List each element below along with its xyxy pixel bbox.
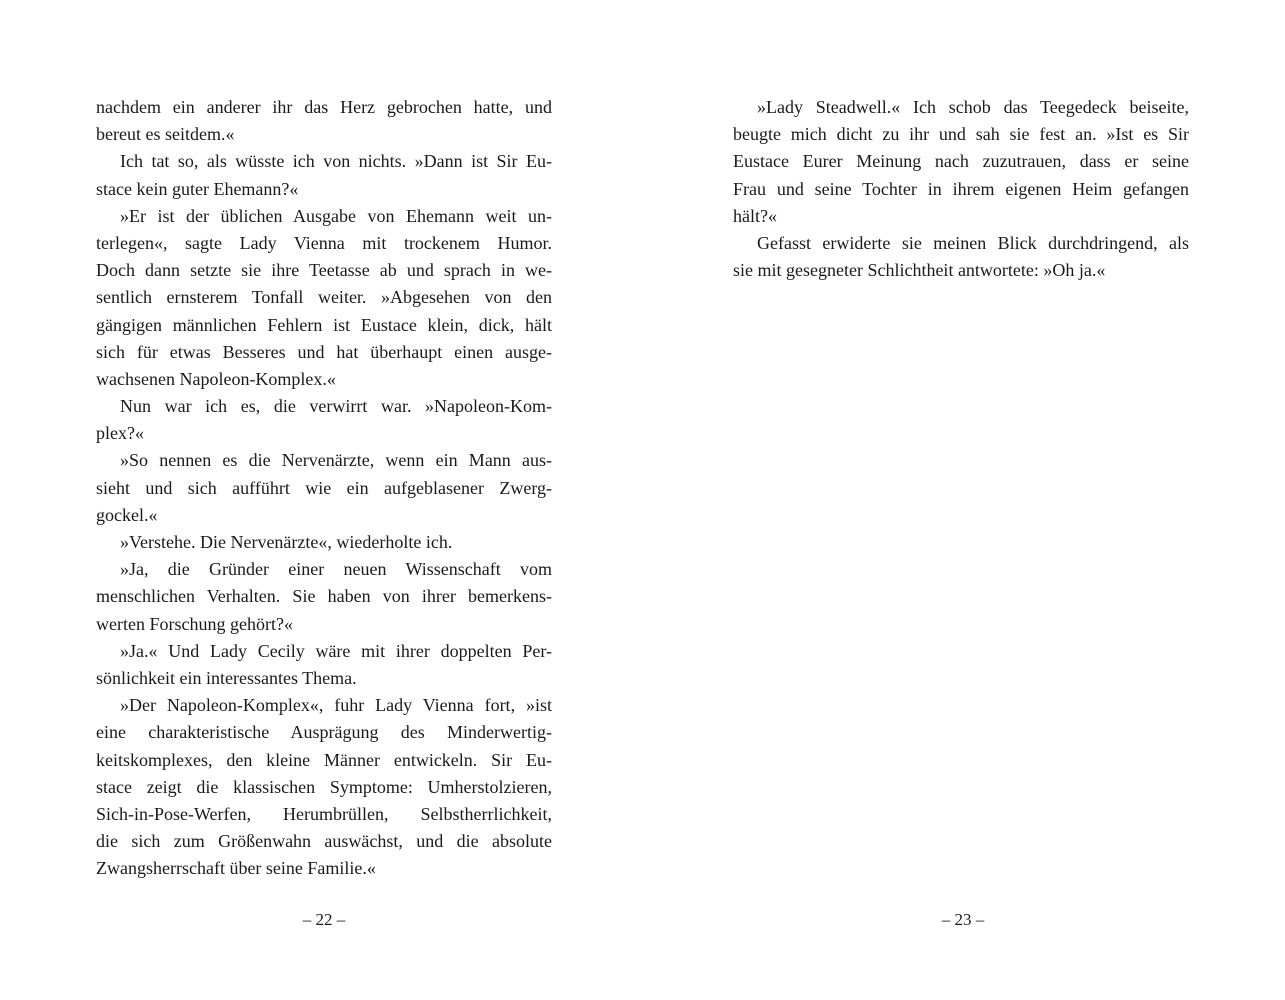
text-line: Zwangsherrschaft über seine Familie.« [96,858,376,879]
text-line: menschlichen Verhalten. Sie haben von ihrer bemerkens- [96,586,552,607]
text-line: nachdem ein anderer ihr das Herz gebrochen hatte, und [96,97,552,117]
text-line: wachsenen Napoleon-Komplex.« [96,368,336,389]
right-page [642,0,1284,1000]
text-line: sentlich ernsterem Tonfall weiter. »Abgesehen von den [96,287,552,308]
page-number: – 22 – [302,910,346,929]
text-line: »Ja, die Gründer einer neuen Wissenschaft vom [120,559,552,580]
text-line: »Verstehe. Die Nervenärzte«, wiederholte ich. [120,532,453,552]
left-page [0,0,642,1000]
text-line: »Der Napoleon-Komplex«, fuhr Lady Vienna fort, »ist [120,695,552,716]
text-line: Ich tat so, als wüsste ich von nichts. »Dann ist Sir Eu- [120,151,552,172]
text-line: Gefasst erwiderte sie meinen Blick durchdringend, als [757,232,1189,253]
left-page-text [96,94,552,882]
text-line: Doch dann setzte sie ihre Teetasse ab und sprach in we- [96,260,552,281]
text-line: beugte mich dicht zu ihr und sah sie fest an. »Ist es Sir [733,124,1189,145]
text-line: eine charakteristische Ausprägung des Minderwertig- [96,722,552,743]
text-line: Frau und seine Tochter in ihrem eigenen Heim gefangen [733,178,1189,199]
text-line: sieht und sich aufführt wie ein aufgeblasener Zwerg- [96,477,552,498]
text-line: »Ja.« Und Lady Cecily wäre mit ihrer doppelten Per- [120,640,552,661]
text-line: bereut es seitdem.« [96,124,235,145]
text-line: Eustace Eurer Meinung nach zuzutrauen, dass er seine [733,151,1189,172]
text-line: stace kein guter Ehemann?« [96,178,299,199]
text-line: terlegen«, sagte Lady Vienna mit trockenem Humor. [96,232,552,253]
text-line: Sich-in-Pose-Werfen, Herumbrüllen, Selbstherrlichkeit, [96,803,552,824]
text-line: plex?« [96,423,144,444]
text-line: »Lady Steadwell.« Ich schob das Teegedeck beiseite, [757,97,1189,117]
right-page-text [733,94,1189,284]
text-line: gockel.« [96,504,158,525]
page-number: – 23 – [941,910,985,929]
text-line: hält?« [733,205,777,226]
text-line: gängigen männlichen Fehlern ist Eustace klein, dick, hält [96,314,552,335]
text-line: keitskomplexes, den kleine Männer entwickeln. Sir Eu- [96,749,552,770]
text-line: »So nennen es die Nervenärzte, wenn ein Mann aus- [120,450,552,471]
text-line: Nun war ich es, die verwirrt war. »Napoleon-Kom- [120,396,552,417]
text-line: sie mit gesegneter Schlichtheit antwortete: »Oh ja.« [733,260,1106,281]
text-line: sönlichkeit ein interessantes Thema. [96,667,357,688]
text-line: »Er ist der üblichen Ausgabe von Ehemann weit un- [120,205,552,226]
text-line: sich für etwas Besseres und hat überhaupt einen ausge- [96,341,552,362]
text-line: die sich zum Größenwahn auswächst, und die absolute [96,831,552,852]
text-line: stace zeigt die klassischen Symptome: Umherstolzieren, [96,776,552,797]
text-line: werten Forschung gehört?« [96,613,293,634]
